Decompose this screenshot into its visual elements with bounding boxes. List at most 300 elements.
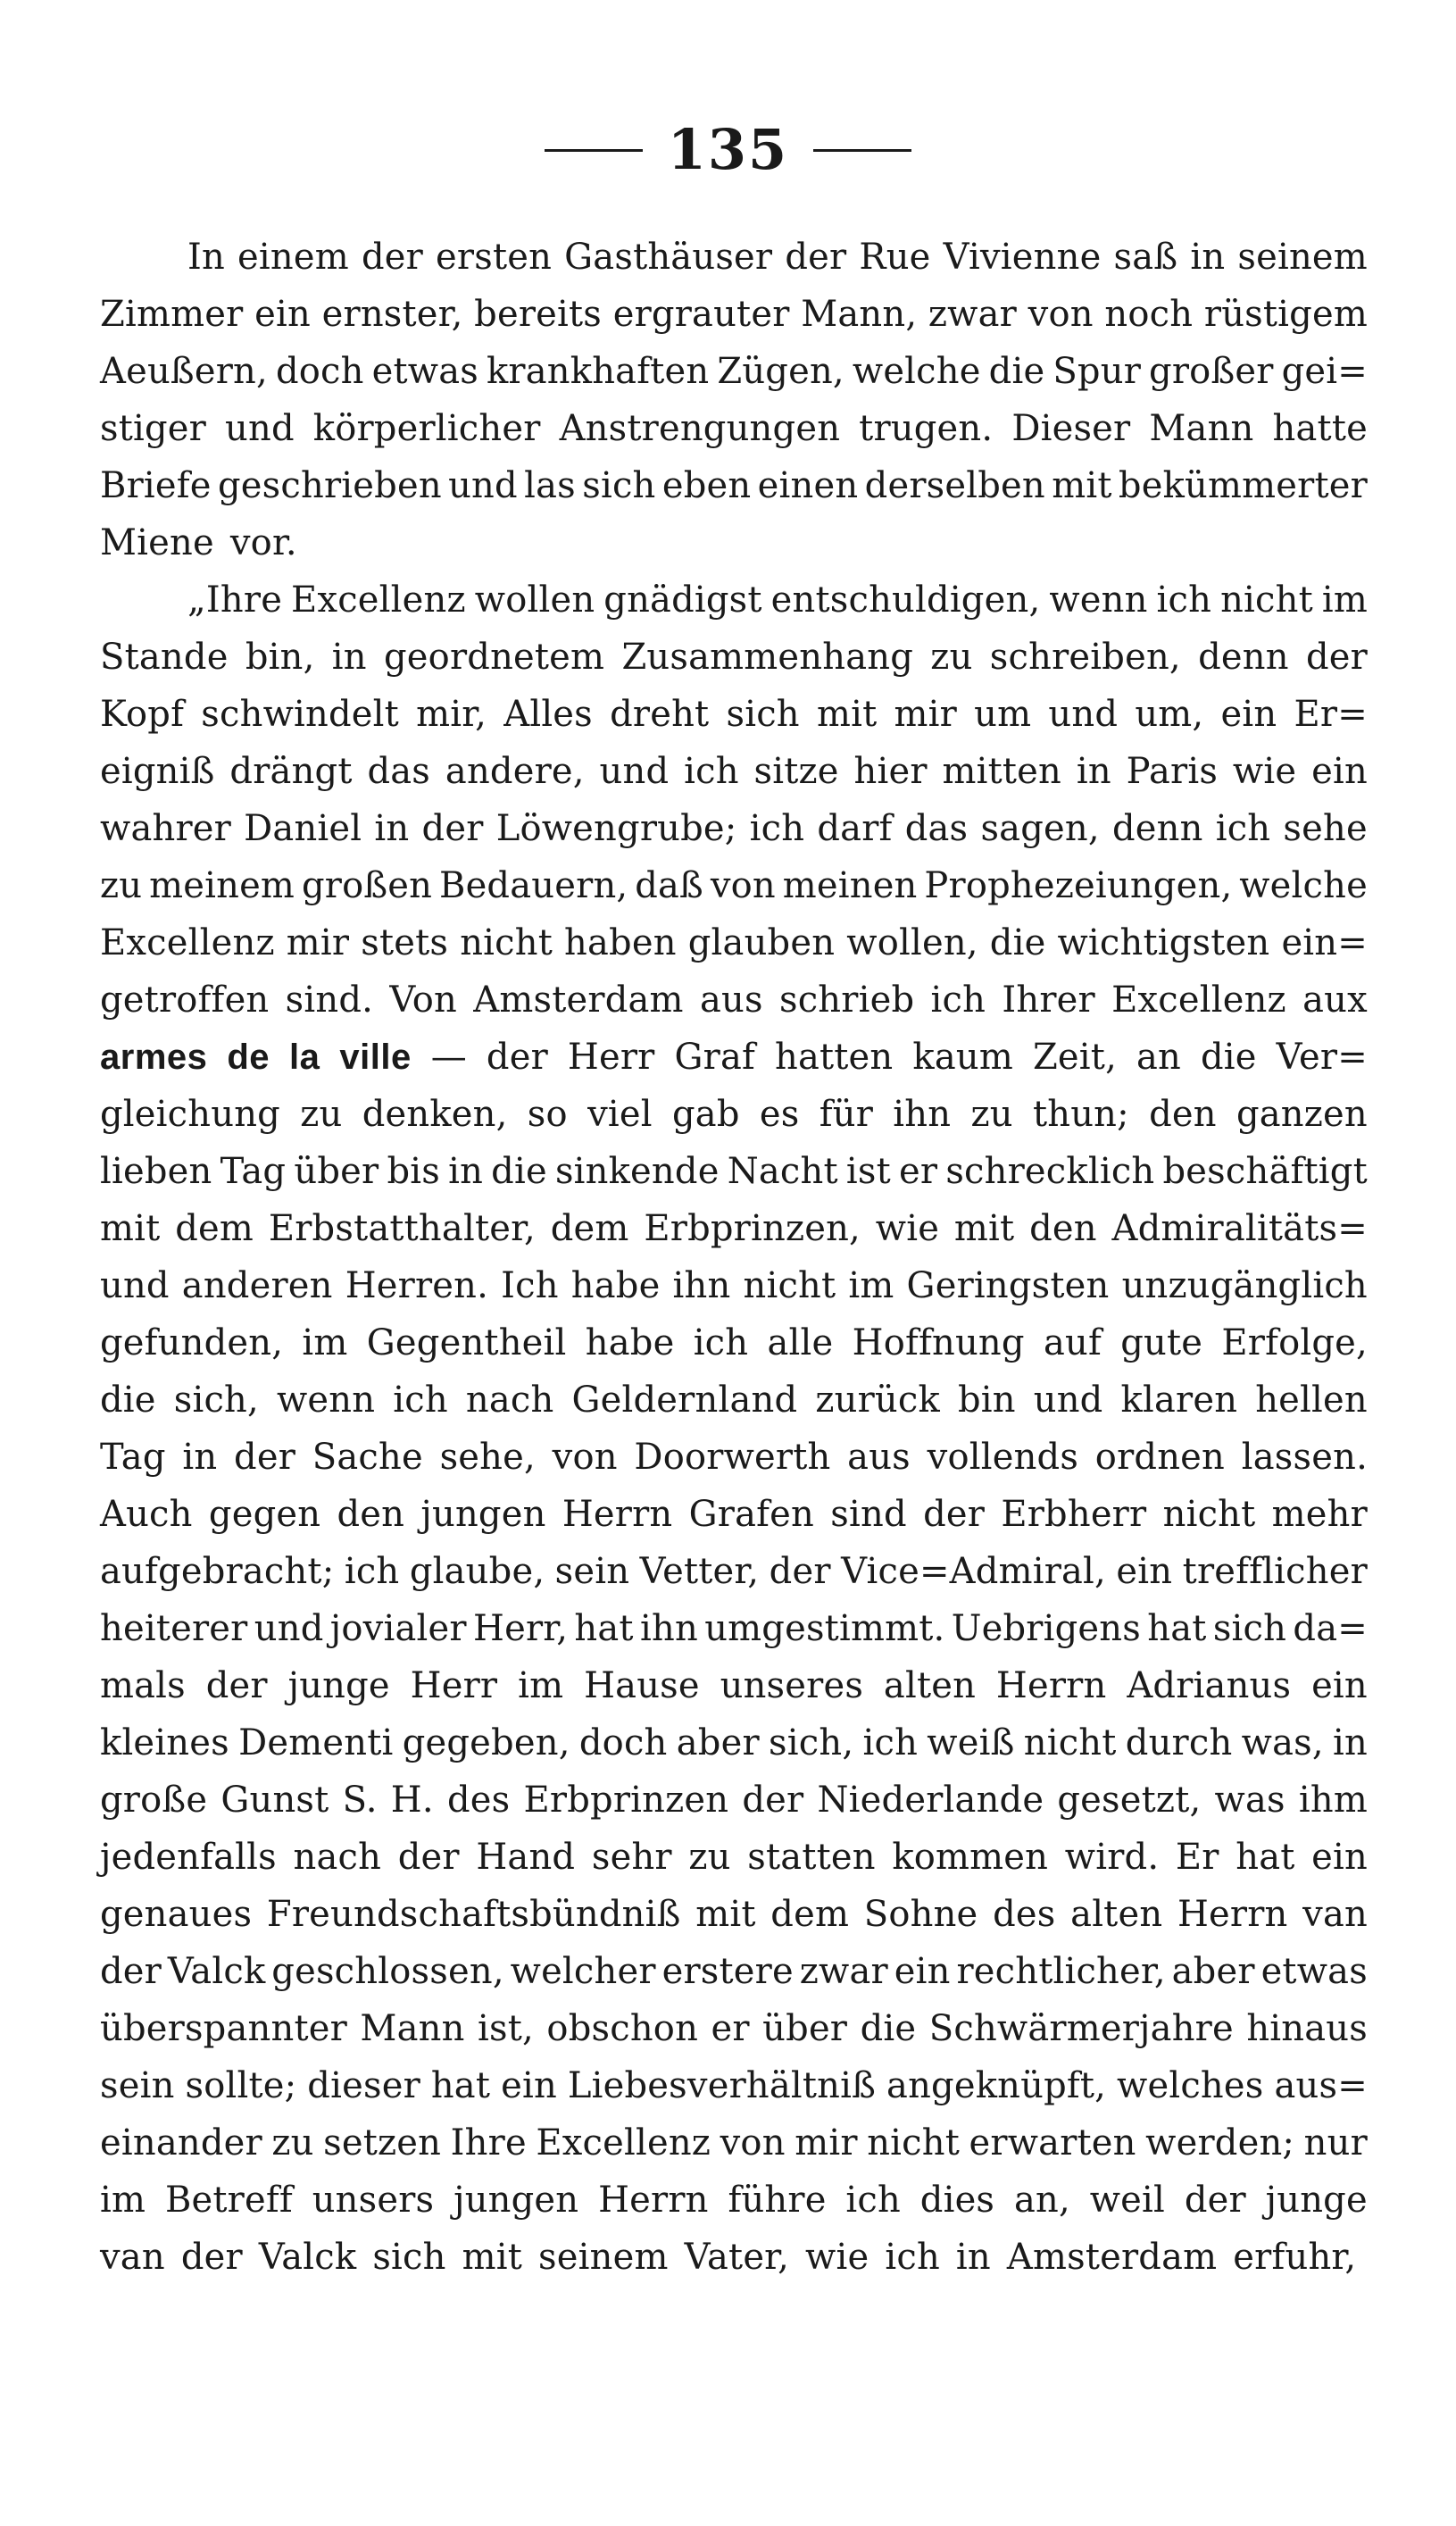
word: Zimmer: [100, 294, 244, 335]
word: Mann: [1149, 408, 1254, 449]
word: der: [180, 2237, 243, 2278]
word: die: [988, 351, 1045, 392]
word: Spur: [1052, 351, 1142, 392]
text-line: [100, 743, 1368, 800]
word: wie: [875, 1208, 940, 1249]
word: Valck: [258, 2237, 357, 2278]
word: große: [100, 1780, 208, 1821]
word: Adrianus: [1127, 1665, 1292, 1706]
word: weiß: [927, 1722, 1015, 1763]
text-line: [100, 286, 1368, 343]
word: ein: [894, 1951, 951, 1992]
word: in: [955, 2237, 991, 2278]
word: bekümmerter: [1118, 465, 1368, 506]
text-line: [100, 1600, 1368, 1657]
word: dem: [770, 1894, 850, 1935]
word: obschon: [546, 2008, 699, 2049]
header-rule-left: [545, 149, 643, 152]
word: ernster,: [321, 294, 463, 335]
word: thun;: [1032, 1094, 1129, 1135]
word: Paris: [1126, 751, 1219, 792]
word: sollte;: [185, 2065, 297, 2106]
word: zu: [970, 1094, 1013, 1135]
word: der: [785, 237, 847, 278]
word: —: [430, 1037, 467, 1078]
word: Liebesverhältniß: [567, 2065, 877, 2106]
text-line: [100, 1886, 1368, 1943]
word: der: [769, 1551, 831, 1592]
word: van: [100, 2237, 165, 2278]
word: Er=: [1294, 694, 1368, 735]
word: ein=: [1281, 922, 1368, 963]
word: schreiben,: [989, 637, 1181, 678]
word: Kopf: [100, 694, 185, 735]
text-line: [100, 1314, 1368, 1371]
word: an,: [1013, 2180, 1070, 2221]
word: denken,: [362, 1094, 508, 1135]
word: meinem: [149, 865, 295, 906]
word: ein: [501, 2065, 557, 2106]
word: ein: [1116, 1551, 1173, 1592]
text-line: [100, 514, 1368, 571]
word: bin,: [245, 637, 315, 678]
text-line: [100, 2229, 1368, 2286]
word: erwarten: [969, 2122, 1136, 2163]
word: der: [397, 1837, 460, 1878]
word: Rue: [859, 237, 931, 278]
text-line: [100, 1429, 1368, 1486]
word: eigniß: [100, 751, 215, 792]
word: Valck: [167, 1951, 266, 1992]
word: Hoffnung: [852, 1322, 1025, 1363]
word: aufgebracht;: [100, 1551, 335, 1592]
word: einen: [757, 465, 859, 506]
word: wollen,: [846, 922, 978, 963]
text-line: [100, 1829, 1368, 1886]
word: armes: [100, 1038, 208, 1077]
word: schwindelt: [201, 694, 399, 735]
word: sitze: [753, 751, 839, 792]
word: mit: [695, 1894, 756, 1935]
word: klaren: [1120, 1380, 1238, 1421]
word: Erbherr: [1001, 1494, 1147, 1535]
word: von: [710, 865, 776, 906]
word: hat: [430, 2065, 491, 2106]
word: von: [1028, 294, 1094, 335]
word: welches: [1117, 2065, 1264, 2106]
word: ich: [1156, 579, 1212, 621]
word: ich: [684, 751, 739, 792]
text-line: [100, 1772, 1368, 1829]
word: wenn: [1049, 579, 1148, 621]
word: wie: [805, 2237, 869, 2278]
word: führe: [728, 2180, 827, 2221]
word: Herr: [567, 1037, 655, 1078]
word: H.: [390, 1780, 434, 1821]
word: es: [759, 1094, 800, 1135]
word: das: [904, 808, 969, 849]
word: gesetzt,: [1057, 1780, 1202, 1821]
text-line: [100, 343, 1368, 400]
word: ordnen: [1094, 1437, 1226, 1478]
word: meinen: [782, 865, 918, 906]
word: unsers: [312, 2180, 435, 2221]
word: sind.: [285, 980, 374, 1021]
word: in: [182, 1437, 218, 1478]
word: mals: [100, 1665, 186, 1706]
text-line: [100, 857, 1368, 914]
text-line: [100, 914, 1368, 971]
word: nicht: [460, 922, 553, 963]
word: mir,: [416, 694, 487, 735]
word: Herr,: [473, 1608, 569, 1649]
word: nur: [1303, 2122, 1368, 2163]
word: Erbstatthalter,: [268, 1208, 536, 1249]
word: Excellenz: [536, 2122, 711, 2163]
word: Ver=: [1276, 1037, 1368, 1078]
word: sinkende: [554, 1151, 720, 1192]
word: sagen,: [980, 808, 1100, 849]
word: welche: [852, 351, 981, 392]
word: nicht: [1023, 1722, 1117, 1763]
word: zwar: [928, 294, 1017, 335]
word: ein: [1311, 1837, 1368, 1878]
text-line: [100, 686, 1368, 743]
word: haben: [564, 922, 677, 963]
word: so: [527, 1094, 568, 1135]
word: nicht: [867, 2122, 960, 2163]
word: ihn: [893, 1094, 952, 1135]
word: gab: [671, 1094, 740, 1135]
word: jungen: [453, 2180, 579, 2221]
word: denn: [1198, 637, 1289, 678]
word: im: [302, 1322, 348, 1363]
word: bin: [957, 1380, 1016, 1421]
text-line: [100, 1200, 1368, 1257]
word: jovialer: [329, 1608, 467, 1649]
word: wichtigsten: [1057, 922, 1270, 963]
word: wie: [1232, 751, 1297, 792]
word: hellen: [1255, 1380, 1368, 1421]
word: und: [448, 465, 518, 506]
text-line: [100, 457, 1368, 514]
word: Zügen,: [717, 351, 844, 392]
word: doch: [578, 1722, 668, 1763]
word: Graf: [674, 1037, 755, 1078]
word: hier: [853, 751, 928, 792]
word: sich: [372, 2237, 446, 2278]
word: mitten: [942, 751, 1062, 792]
word: sehr: [591, 1837, 672, 1878]
word: ein: [254, 294, 311, 335]
word: jungen: [420, 1494, 546, 1535]
word: ich: [344, 1551, 400, 1592]
word: Sache: [312, 1437, 423, 1478]
text-line: [100, 2172, 1368, 2229]
word: statten: [747, 1837, 876, 1878]
word: großer: [1149, 351, 1274, 392]
word: Ich: [501, 1265, 559, 1306]
word: andere,: [445, 751, 585, 792]
word: junge: [287, 1665, 390, 1706]
word: glauben: [687, 922, 836, 963]
word: lassen.: [1241, 1437, 1368, 1478]
word: ist: [845, 1151, 891, 1192]
text-line: [100, 971, 1368, 1029]
word: und: [100, 1265, 170, 1306]
text-line: [100, 1943, 1368, 2000]
word: ville: [339, 1038, 412, 1077]
word: einander: [100, 2122, 262, 2163]
word: unseres: [720, 1665, 864, 1706]
word: Ihre: [450, 2122, 527, 2163]
word: Schwärmerjahre: [928, 2008, 1234, 2049]
word: hinaus: [1246, 2008, 1368, 2049]
word: Bedauern,: [438, 865, 628, 906]
word: Erbprinzen: [523, 1780, 729, 1821]
word: erfuhr,: [1233, 2237, 1357, 2278]
word: hat: [1236, 1837, 1295, 1878]
word: Alles: [503, 694, 593, 735]
text-line: [100, 1371, 1368, 1429]
word: ein: [1311, 1665, 1368, 1706]
word: gegeben,: [402, 1722, 570, 1763]
word: schrieb: [778, 980, 915, 1021]
word: an: [1136, 1037, 1181, 1078]
word: um: [974, 694, 1032, 735]
word: mir: [894, 694, 957, 735]
text-line: [100, 2000, 1368, 2057]
word: vollends: [927, 1437, 1079, 1478]
word: aux: [1302, 980, 1368, 1021]
word: Vivienne: [943, 237, 1102, 278]
word: körperlicher: [312, 408, 541, 449]
word: Admiralitäts=: [1111, 1208, 1368, 1249]
word: gegen: [208, 1494, 321, 1535]
word: Amsterdam: [1006, 2237, 1218, 2278]
word: der: [100, 1951, 162, 1992]
word: im: [848, 1265, 894, 1306]
word: mit: [100, 1208, 161, 1249]
word: er: [711, 2008, 750, 2049]
word: dies: [919, 2180, 995, 2221]
word: kaum: [912, 1037, 1013, 1078]
word: jedenfalls: [100, 1837, 277, 1878]
word: Anstrengungen: [559, 408, 841, 449]
word: zwar: [799, 1951, 888, 1992]
word: heiterer: [100, 1608, 248, 1649]
word: S.: [342, 1780, 378, 1821]
word: daß: [635, 865, 703, 906]
word: im: [518, 1665, 564, 1706]
word: der: [1305, 637, 1368, 678]
word: Auch: [100, 1494, 193, 1535]
word: ersten: [436, 237, 553, 278]
text-line: [100, 1029, 1368, 1086]
word: stets: [361, 922, 449, 963]
word: ihn: [639, 1608, 698, 1649]
word: Dieser: [1011, 408, 1131, 449]
word: ganzen: [1236, 1094, 1368, 1135]
word: wenn: [276, 1380, 376, 1421]
word: weil: [1089, 2180, 1166, 2221]
word: Betreff: [164, 2180, 293, 2221]
word: werden;: [1145, 2122, 1295, 2163]
word: anderen: [181, 1265, 333, 1306]
word: und: [254, 1608, 324, 1649]
text-line: [100, 1714, 1368, 1772]
text-line: [100, 1257, 1368, 1314]
word: darf: [817, 808, 893, 849]
word: den: [1149, 1094, 1217, 1135]
word: um,: [1135, 694, 1204, 735]
word: Zeit,: [1032, 1037, 1117, 1078]
word: Prophezeiungen,: [924, 865, 1233, 906]
word: gnädigst: [603, 579, 762, 621]
word: Herren.: [345, 1265, 489, 1306]
word: ergrauter: [612, 294, 790, 335]
word: ich: [749, 808, 805, 849]
word: la: [289, 1038, 320, 1077]
word: Zusammenhang: [621, 637, 914, 678]
word: zu: [100, 865, 143, 906]
word: sein: [100, 2065, 175, 2106]
word: schrecklich: [945, 1151, 1155, 1192]
word: sich: [582, 465, 656, 506]
word: zu: [688, 1837, 731, 1878]
word: beschäftigt: [1162, 1151, 1368, 1192]
word: setzen: [323, 2122, 442, 2163]
word: glaube,: [409, 1551, 545, 1592]
word: zu: [271, 2122, 314, 2163]
word: aber: [1171, 1951, 1255, 1992]
word: Freundschaftsbündniß: [266, 1894, 681, 1935]
word: von: [552, 1437, 618, 1478]
word: der: [742, 1780, 804, 1821]
word: in: [1190, 237, 1226, 278]
word: mit: [462, 2237, 523, 2278]
word: Nacht: [727, 1151, 838, 1192]
word: die: [860, 2008, 917, 2049]
word: durch: [1125, 1722, 1233, 1763]
word: Daniel: [244, 808, 362, 849]
word: trugen.: [859, 408, 994, 449]
word: „Ihre: [187, 579, 283, 621]
word: mit: [1052, 465, 1112, 506]
word: van: [1302, 1894, 1368, 1935]
word: stiger: [100, 408, 206, 449]
word: wahrer: [100, 808, 231, 849]
text-line: [100, 800, 1368, 857]
word: sich,: [769, 1722, 854, 1763]
word: mehr: [1271, 1494, 1368, 1535]
word: alle: [767, 1322, 834, 1363]
word: in: [448, 1151, 484, 1192]
word: aus=: [1274, 2065, 1368, 2106]
word: viel: [587, 1094, 653, 1135]
word: das: [367, 751, 431, 792]
header-rule-right: [813, 149, 911, 152]
word: erstere: [661, 1951, 794, 1992]
word: gute: [1120, 1322, 1203, 1363]
word: hatte: [1272, 408, 1368, 449]
word: Vetter,: [639, 1551, 760, 1592]
word: nach: [465, 1380, 554, 1421]
word: denn: [1111, 808, 1203, 849]
word: alten: [883, 1665, 977, 1706]
word: in: [374, 808, 410, 849]
word: Hand: [476, 1837, 576, 1878]
paragraph: [100, 571, 1368, 2286]
word: zu: [930, 637, 973, 678]
word: ihn: [672, 1265, 731, 1306]
body-text: [100, 229, 1368, 2286]
word: Excellenz: [1111, 980, 1286, 1021]
word: kleines: [100, 1722, 229, 1763]
word: Gunst: [220, 1780, 329, 1821]
word: ich: [885, 2237, 940, 2278]
word: derselben: [864, 465, 1045, 506]
word: Hause: [584, 1665, 700, 1706]
word: nicht: [1162, 1494, 1256, 1535]
word: de: [227, 1038, 270, 1077]
word: mit: [953, 1208, 1015, 1249]
word: Herr: [410, 1665, 498, 1706]
word: sehe,: [439, 1437, 536, 1478]
word: ich: [1215, 808, 1271, 849]
word: rechtlicher,: [956, 1951, 1166, 1992]
word: Vice=Admiral,: [841, 1551, 1106, 1592]
word: hat: [1147, 1608, 1207, 1649]
word: ich: [393, 1380, 448, 1421]
word: eben: [661, 465, 752, 506]
text-line: [100, 629, 1368, 686]
text-line: [100, 2057, 1368, 2114]
word: die: [491, 1151, 547, 1192]
word: nicht: [743, 1265, 836, 1306]
word: überspannter: [100, 2008, 347, 2049]
word: Excellenz: [291, 579, 466, 621]
word: der: [234, 1437, 296, 1478]
word: Amsterdam: [473, 980, 684, 1021]
word: ich: [845, 2180, 901, 2221]
word: einem: [237, 237, 349, 278]
word: aus: [847, 1437, 911, 1478]
word: sich: [1212, 1608, 1287, 1649]
word: und: [225, 408, 295, 449]
word: mit: [816, 694, 878, 735]
word: was,: [1241, 1722, 1324, 1763]
text-line: [100, 1657, 1368, 1714]
word: der: [486, 1037, 548, 1078]
word: des: [446, 1780, 511, 1821]
word: junge: [1265, 2180, 1368, 2221]
word: Erbprinzen,: [644, 1208, 861, 1249]
word: Briefe: [100, 465, 212, 506]
word: Miene: [100, 522, 214, 563]
word: ein: [1220, 694, 1277, 735]
word: alten: [1070, 1894, 1163, 1935]
word: die: [989, 922, 1046, 963]
word: und: [1033, 1380, 1103, 1421]
word: aus: [699, 980, 763, 1021]
word: welche: [1239, 865, 1368, 906]
word: den: [1029, 1208, 1097, 1249]
word: gleichung: [100, 1094, 280, 1135]
word: Stande: [100, 637, 229, 678]
word: den: [337, 1494, 405, 1535]
word: die: [1200, 1037, 1257, 1078]
